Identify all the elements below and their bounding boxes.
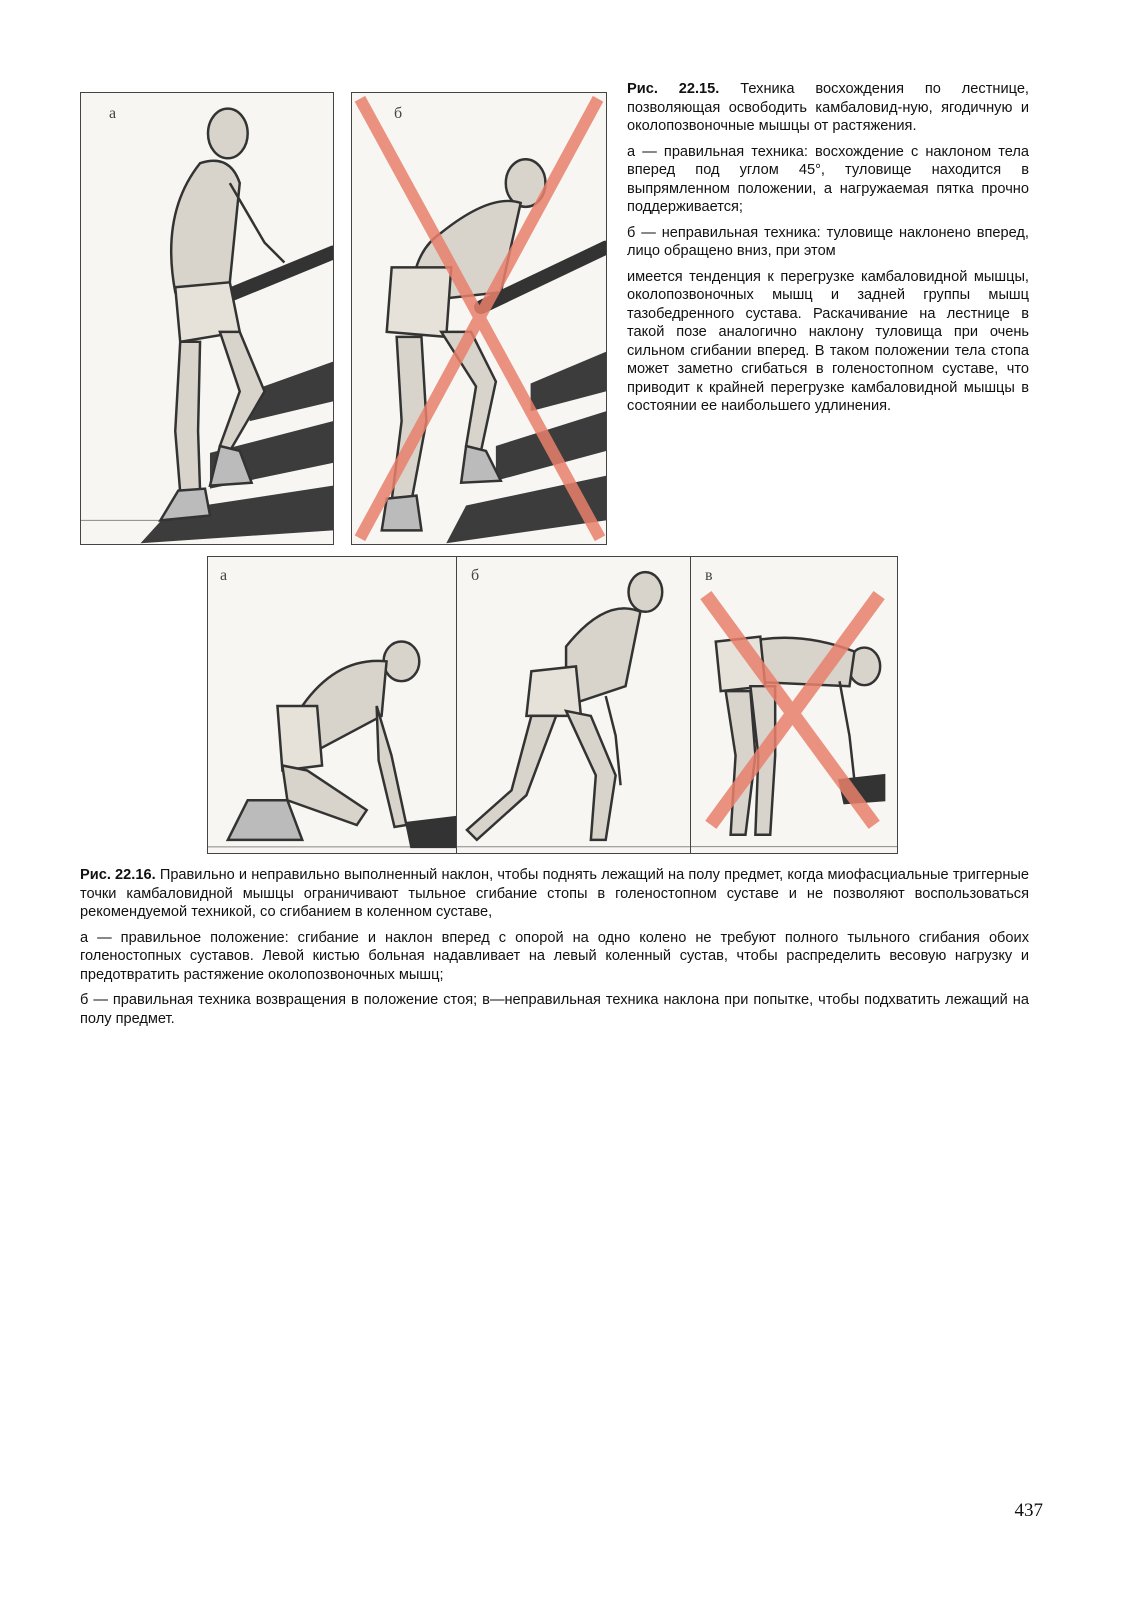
caption-paragraph: а — правильная техника: восхождение с наклоном тела вперед под углом 45°, туловище находится в выпрямленном положении, а нагружаемая пятка прочно поддерживается;	[627, 143, 1029, 215]
fig16-panel-b	[456, 556, 691, 854]
fig15-panel-a	[80, 92, 334, 545]
fig16-panel-a	[207, 556, 457, 854]
caption-paragraph: б — правильная техника возвращения в положение стоя; в—неправильная техника наклона при попытке, чтобы подхватить лежащий на полу предмет.	[80, 992, 1029, 1027]
figure-label: Рис. 22.15.	[627, 81, 720, 97]
panel-letter: а	[220, 567, 228, 584]
figure-title: Правильно и неправильно выполненный наклон, чтобы поднять лежащий на полу предмет, когда миофасциальные триггерные точки камбаловидной мышцы ограничивают тыльное сгибание стопы в голеностопном суставе и не позволяют воспользоваться рекомендуемой техникой, со сгибанием в коленном суставе,	[80, 867, 1029, 920]
fig16-caption	[80, 866, 1029, 1028]
panel-letter: б	[471, 567, 480, 584]
fig15-panel-b	[351, 92, 607, 545]
fig16-panel-c	[690, 556, 898, 854]
panel-letter: б	[394, 105, 403, 122]
stair-climbing-incorrect-illustration	[352, 93, 606, 544]
standing-up-illustration	[457, 557, 690, 853]
caption-paragraph: имеется тенденция к перегрузке камбаловидной мышцы, околопозвоночных мышц и задней группы мышц тазобедренного сустава. Раскачивание на лестнице в такой позе аналогично наклону туловища при очень сильном сгибании вперед. В таком положении тела стопа может заметно сгибаться в голеностопном суставе, что приводит к крайней перегрузке камбаловидной мышцы в состоянии ее наибольшего удлинения.	[627, 268, 1029, 414]
figure-label: Рис. 22.16.	[80, 867, 156, 883]
panel-letter: а	[109, 105, 117, 122]
figure-title: Техника восхождения по лестнице, позволяющая освободить камбаловид-ную, ягодичную и околопозвоночные мышцы от растяжения.	[627, 81, 1029, 134]
stair-climbing-correct-illustration	[81, 93, 333, 544]
page-number: 437	[1014, 1500, 1043, 1521]
fig15-caption	[627, 80, 1029, 416]
caption-paragraph: а — правильное положение: сгибание и наклон вперед с опорой на одно колено не требуют полного тыльного сгибания обоих голеностопных суставов. Левой кистью больная надавливает на левый коленный сустав, чтобы распределить весовую нагрузку и предотвратить растяжение околопозвоночных мышц;	[80, 929, 1029, 983]
kneeling-lift-illustration	[208, 557, 456, 853]
panel-letter: в	[705, 567, 713, 584]
bending-incorrect-illustration	[691, 557, 897, 853]
caption-paragraph: б — неправильная техника: туловище наклонено вперед, лицо обращено вниз, при этом	[627, 224, 1029, 259]
